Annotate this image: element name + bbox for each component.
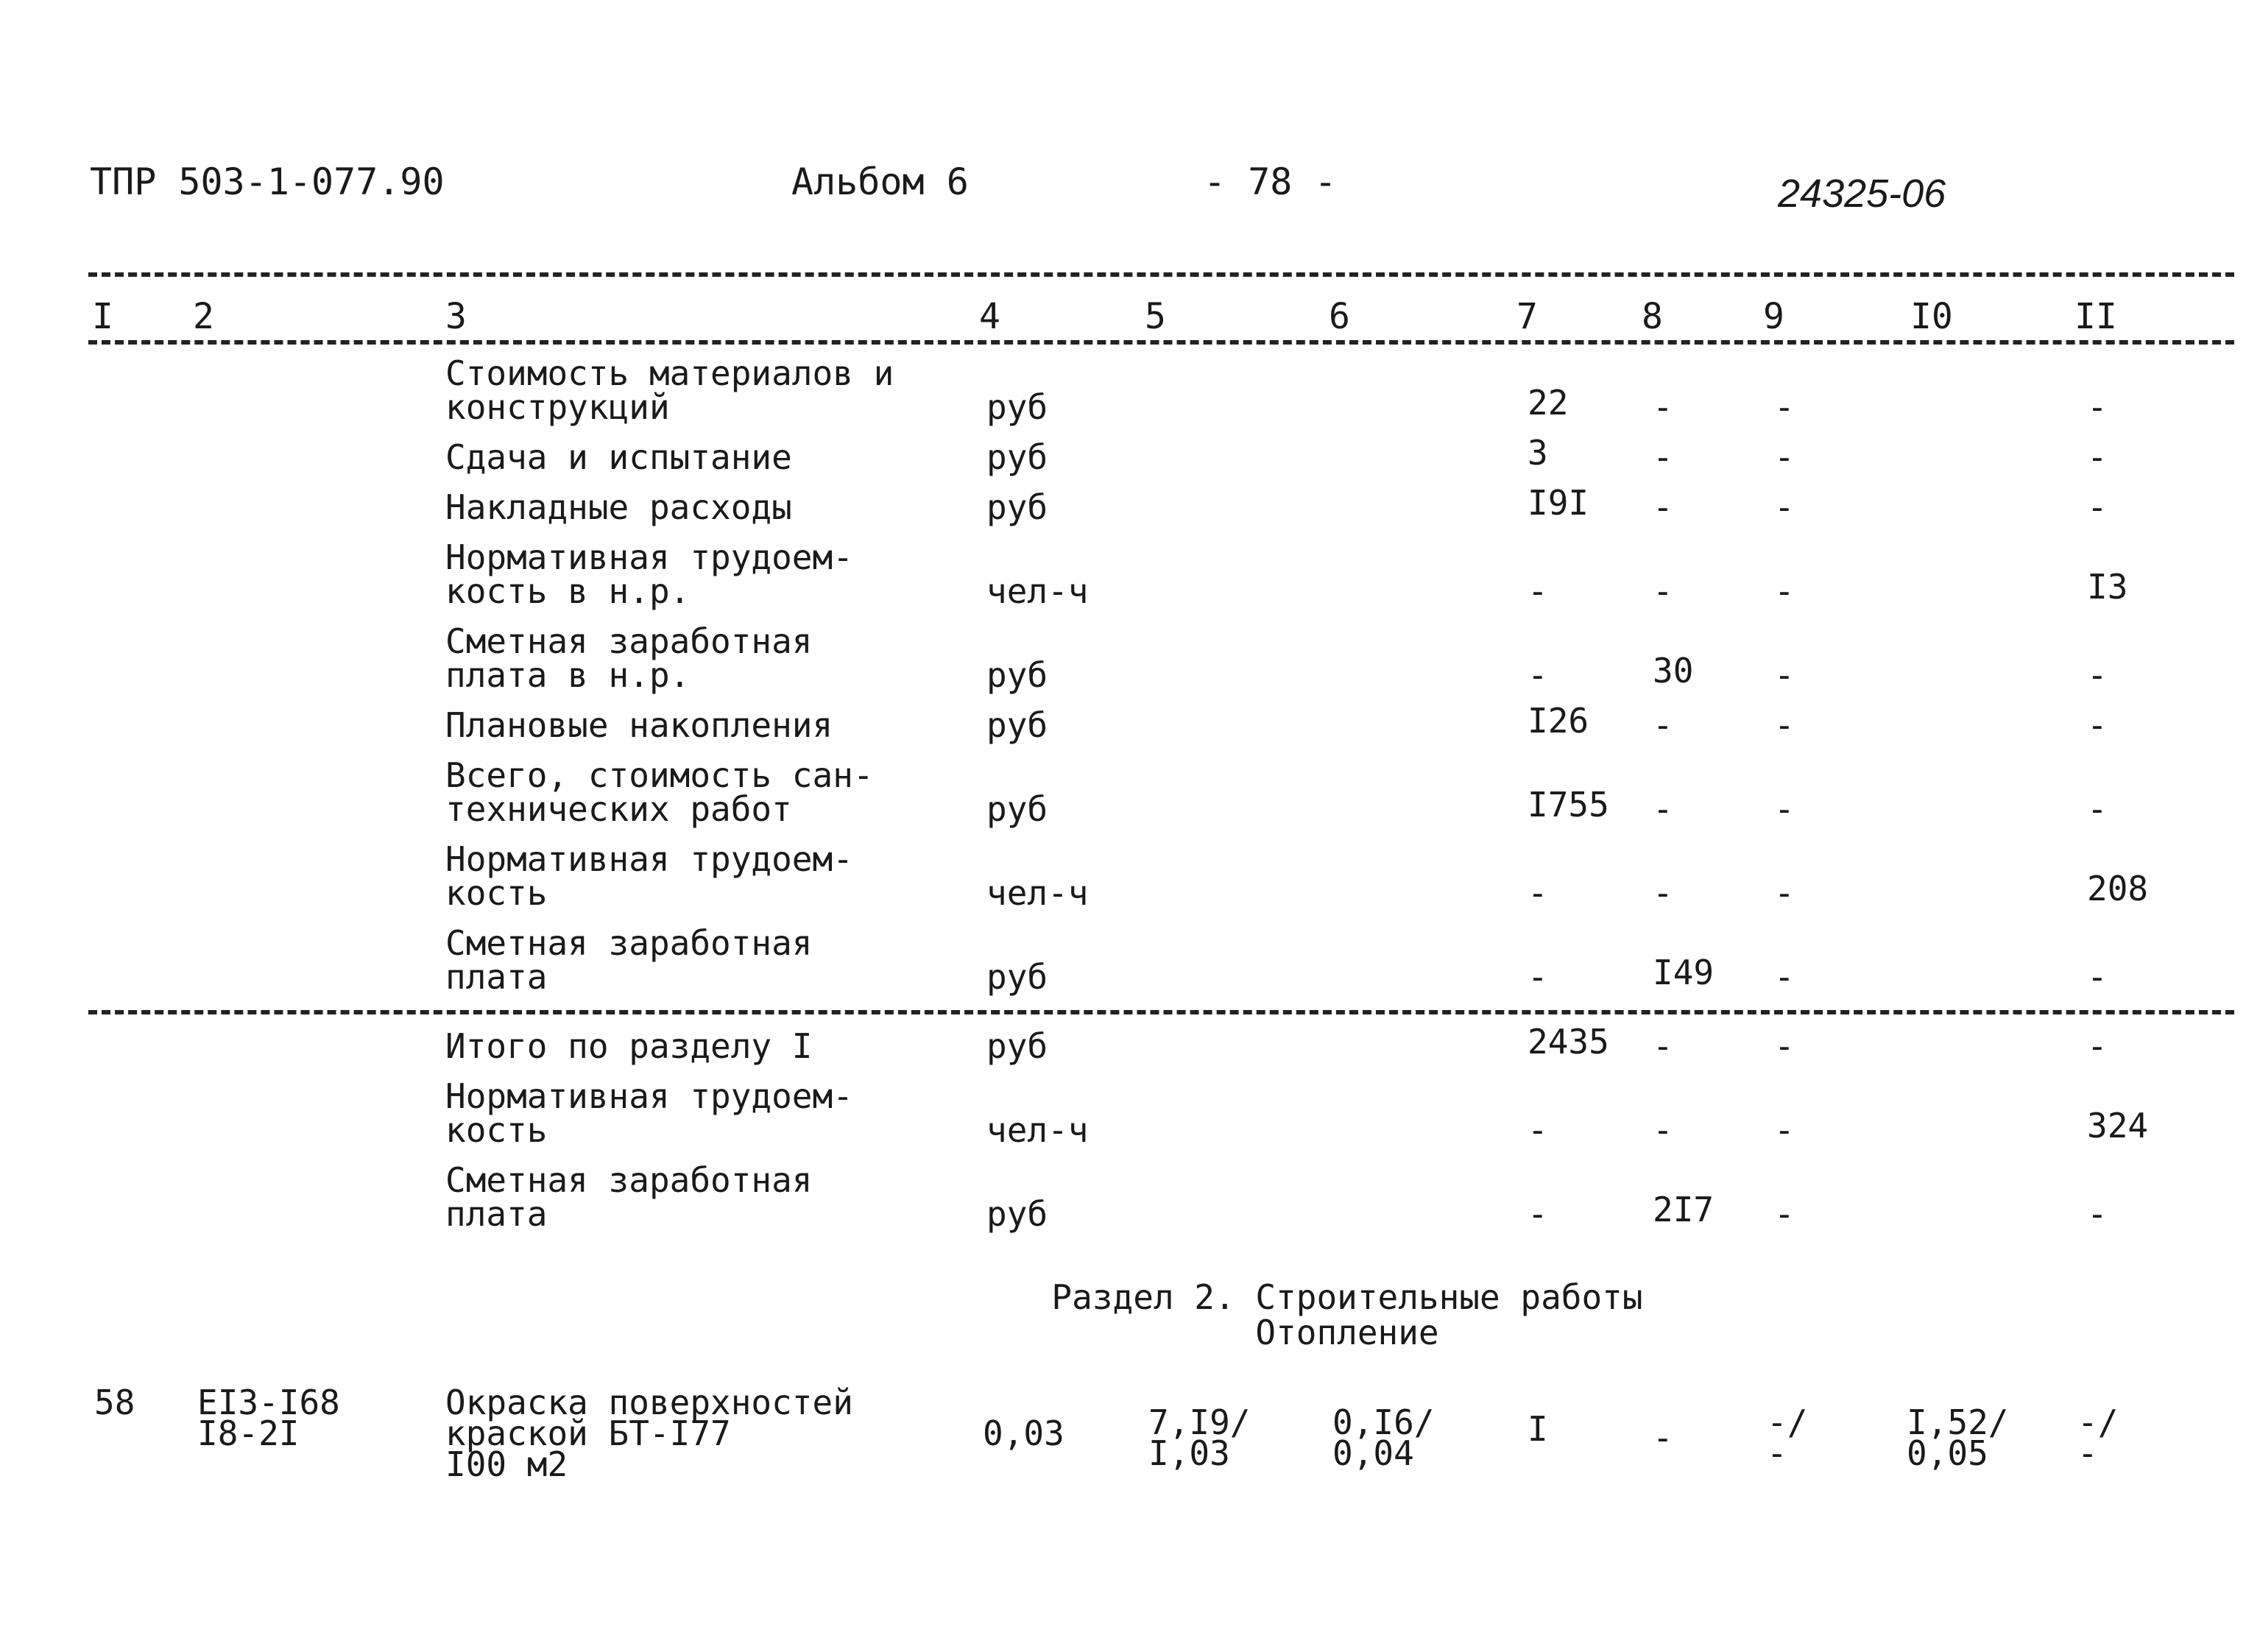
item-name-line: краской БТ-I77: [445, 1413, 731, 1453]
row-cost: -: [1528, 571, 1548, 611]
row-unit: руб: [986, 487, 1048, 527]
row-col9: -: [1774, 437, 1795, 477]
row-unit: руб: [986, 387, 1048, 427]
total-unit: руб: [986, 1194, 1048, 1234]
total-cost: 2435: [1528, 1022, 1609, 1062]
total-col9: -: [1774, 1194, 1795, 1234]
row-name-line: кость в н.р.: [445, 571, 691, 611]
album-label: Альбом 6: [791, 160, 969, 203]
row-unit: чел-ч: [986, 571, 1089, 611]
col-header-9: 9: [1763, 296, 1784, 337]
row-unit: руб: [986, 655, 1048, 695]
row-col8: -: [1653, 705, 1673, 745]
header-bottom-rule: [88, 340, 2234, 345]
row-col8: -: [1653, 789, 1673, 829]
row-col11: -: [2087, 957, 2108, 997]
row-name-line: конструкций: [445, 387, 670, 427]
total-unit: руб: [986, 1026, 1048, 1066]
col-header-6: 6: [1329, 296, 1350, 337]
col-header-10: I0: [1910, 296, 1953, 337]
total-name-line: Итого по разделу I: [445, 1026, 813, 1066]
item-col10-top: I,52/: [1907, 1402, 2009, 1442]
document-code: ТПР 503-1-077.90: [90, 160, 445, 203]
col-header-1: I: [92, 296, 113, 337]
item-col9-bottom: -: [1767, 1433, 1787, 1473]
total-name-line: плата: [445, 1194, 548, 1234]
item-code-line: I8-2I: [197, 1413, 300, 1453]
row-name-line: Сдача и испытание: [445, 437, 792, 477]
col-header-3: 3: [445, 296, 467, 337]
item-name-line: Окраска поверхностей: [445, 1383, 853, 1422]
row-unit: чел-ч: [986, 873, 1089, 913]
item-col6-bottom: 0,04: [1332, 1433, 1414, 1473]
row-col11: -: [2087, 437, 2108, 477]
total-col8: -: [1653, 1026, 1673, 1066]
row-name-line: плата в н.р.: [445, 655, 691, 695]
total-col11: -: [2087, 1026, 2108, 1066]
row-col8: -: [1653, 387, 1673, 427]
item-col11-bottom: -: [2077, 1433, 2098, 1473]
item-col10-bottom: 0,05: [1907, 1433, 1988, 1473]
total-col11: 324: [2087, 1106, 2149, 1146]
row-cost: -: [1528, 957, 1548, 997]
row-unit: руб: [986, 705, 1048, 745]
item-col5-top: 7,I9/: [1148, 1402, 1251, 1442]
row-cost: -: [1528, 655, 1548, 695]
row-name-line: технических работ: [445, 789, 792, 829]
total-col9: -: [1774, 1026, 1795, 1066]
row-cost: 22: [1528, 383, 1569, 423]
total-cost: -: [1528, 1194, 1548, 1234]
row-name-line: Нормативная трудоем-: [445, 537, 853, 577]
row-col8: I49: [1653, 953, 1715, 992]
item-quantity: 0,03: [983, 1413, 1064, 1453]
total-col8: -: [1653, 1110, 1673, 1150]
col-header-8: 8: [1642, 296, 1663, 337]
row-cost: I755: [1528, 785, 1609, 825]
row-unit: руб: [986, 789, 1048, 829]
item-col7: I: [1528, 1409, 1548, 1449]
row-cost: 3: [1528, 433, 1548, 473]
row-name-line: Стоимость материалов и: [445, 353, 894, 393]
row-col11: -: [2087, 387, 2108, 427]
row-col9: -: [1774, 571, 1795, 611]
item-code-line: ЕI3-I68: [197, 1383, 340, 1422]
col-header-4: 4: [979, 296, 1000, 337]
row-col11: 208: [2087, 869, 2149, 908]
col-header-5: 5: [1145, 296, 1166, 337]
row-col8: -: [1653, 487, 1673, 527]
item-col5-bottom: I,03: [1148, 1433, 1230, 1473]
row-cost: -: [1528, 873, 1548, 913]
row-name-line: Всего, стоимость сан-: [445, 755, 874, 795]
section-title: Раздел 2. Строительные работы: [1051, 1277, 1643, 1317]
row-name-line: Плановые накопления: [445, 705, 833, 745]
row-name-line: Нормативная трудоем-: [445, 839, 853, 879]
row-col9: -: [1774, 705, 1795, 745]
section-subtitle: Отопление: [1255, 1313, 1439, 1352]
total-name-line: Сметная заработная: [445, 1160, 813, 1200]
table-top-rule: [88, 272, 2234, 277]
row-name-line: Сметная заработная: [445, 923, 813, 963]
item-number: 58: [94, 1383, 135, 1422]
page-number: - 78 -: [1204, 160, 1337, 203]
item-col11-top: -/: [2077, 1402, 2119, 1442]
row-col11: -: [2087, 705, 2108, 745]
total-cost: -: [1528, 1110, 1548, 1150]
item-col8: -: [1653, 1418, 1673, 1458]
row-col9: -: [1774, 873, 1795, 913]
item-col6-top: 0,I6/: [1332, 1402, 1435, 1442]
total-name-line: Нормативная трудоем-: [445, 1076, 853, 1116]
total-col8: 2I7: [1653, 1190, 1715, 1229]
total-name-line: кость: [445, 1110, 548, 1150]
row-cost: I26: [1528, 701, 1589, 741]
row-col11: I3: [2087, 567, 2128, 607]
document-number: 24325-06: [1778, 172, 1946, 216]
row-unit: руб: [986, 437, 1048, 477]
row-name-line: плата: [445, 957, 548, 997]
row-col8: -: [1653, 437, 1673, 477]
total-unit: чел-ч: [986, 1110, 1089, 1150]
row-col9: -: [1774, 387, 1795, 427]
total-col9: -: [1774, 1110, 1795, 1150]
row-col8: 30: [1653, 651, 1694, 691]
col-header-7: 7: [1516, 296, 1538, 337]
col-header-11: II: [2074, 296, 2117, 337]
row-col11: -: [2087, 487, 2108, 527]
row-col8: -: [1653, 873, 1673, 913]
item-name-line: I00 м2: [445, 1444, 568, 1484]
col-header-2: 2: [193, 296, 214, 337]
row-col9: -: [1774, 487, 1795, 527]
row-col9: -: [1774, 655, 1795, 695]
row-name-line: кость: [445, 873, 548, 913]
total-col11: -: [2087, 1194, 2108, 1234]
row-col8: -: [1653, 571, 1673, 611]
row-name-line: Сметная заработная: [445, 621, 813, 661]
totals-rule: [88, 1010, 2234, 1014]
row-col9: -: [1774, 957, 1795, 997]
row-col11: -: [2087, 789, 2108, 829]
row-unit: руб: [986, 957, 1048, 997]
row-col9: -: [1774, 789, 1795, 829]
item-col9-top: -/: [1767, 1402, 1808, 1442]
row-name-line: Накладные расходы: [445, 487, 792, 527]
row-cost: I9I: [1528, 483, 1589, 523]
row-col11: -: [2087, 655, 2108, 695]
